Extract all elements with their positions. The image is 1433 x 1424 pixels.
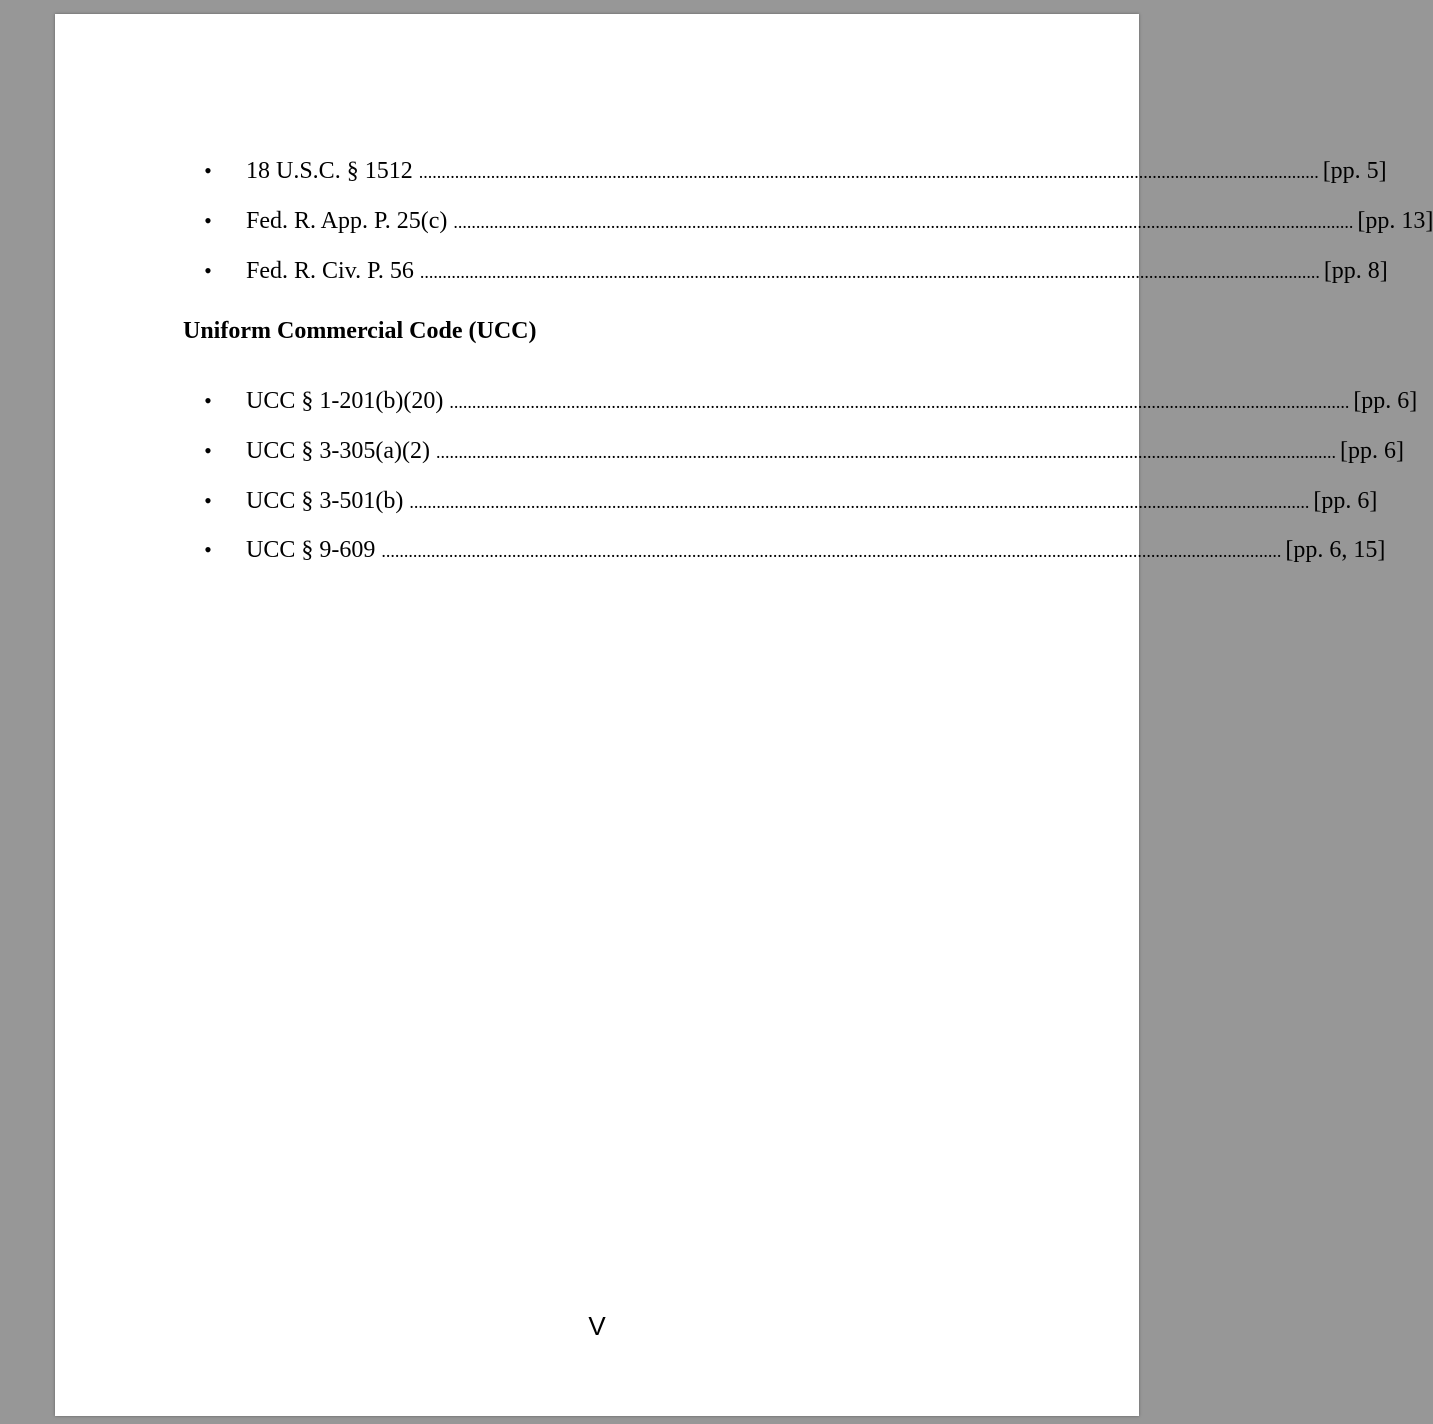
page-reference: [pp. 6] — [1353, 388, 1418, 414]
toa-entry — [246, 255, 1388, 288]
section-heading: Uniform Commercial Code (UCC) — [183, 318, 537, 344]
page-reference: [pp. 5] — [1322, 158, 1387, 184]
page-number: V — [588, 1311, 606, 1341]
citation-text: Fed. R. App. P. 25(c) — [246, 208, 448, 234]
citation-text: UCC § 3-501(b) — [246, 488, 404, 514]
citation-text: UCC § 3-305(a)(2) — [246, 438, 430, 464]
dot-leader: ........................................................................................................................................................................................................ — [453, 212, 1354, 232]
bullet-icon: • — [204, 388, 212, 413]
citation-text: 18 U.S.C. § 1512 — [246, 158, 413, 184]
page-reference: [pp. 6] — [1339, 438, 1404, 464]
dot-leader: ........................................................................................................................................................................................................ — [419, 262, 1320, 282]
bullet-icon: • — [204, 488, 212, 513]
citation-text: UCC § 1-201(b)(20) — [246, 388, 444, 414]
bullet-icon: • — [204, 258, 212, 283]
dot-leader: ........................................................................................................................................................................................................ — [449, 392, 1350, 412]
dot-leader: ........................................................................................................................................................................................................ — [381, 541, 1282, 561]
toa-entry — [246, 155, 1387, 188]
page-reference: [pp. 6] — [1313, 488, 1378, 514]
dot-leader: ........................................................................................................................................................................................................ — [418, 162, 1319, 182]
toa-entry — [246, 534, 1386, 567]
citation-text: Fed. R. Civ. P. 56 — [246, 258, 414, 284]
bullet-icon: • — [204, 208, 212, 233]
toa-entry — [246, 435, 1404, 468]
toa-entry — [246, 485, 1378, 518]
citation-text: UCC § 9-609 — [246, 537, 376, 563]
page-reference: [pp. 6, 15] — [1285, 537, 1386, 563]
page-reference: [pp. 13] — [1357, 208, 1433, 234]
document-page — [55, 14, 1433, 1416]
page-reference: [pp. 8] — [1323, 258, 1388, 284]
toa-entry — [246, 205, 1433, 238]
bullet-icon: • — [204, 537, 212, 562]
dot-leader: ........................................................................................................................................................................................................ — [435, 442, 1336, 462]
bullet-icon: • — [204, 158, 212, 183]
bullet-icon: • — [204, 438, 212, 463]
toa-entry — [246, 385, 1418, 418]
dot-leader: ........................................................................................................................................................................................................ — [409, 492, 1310, 512]
